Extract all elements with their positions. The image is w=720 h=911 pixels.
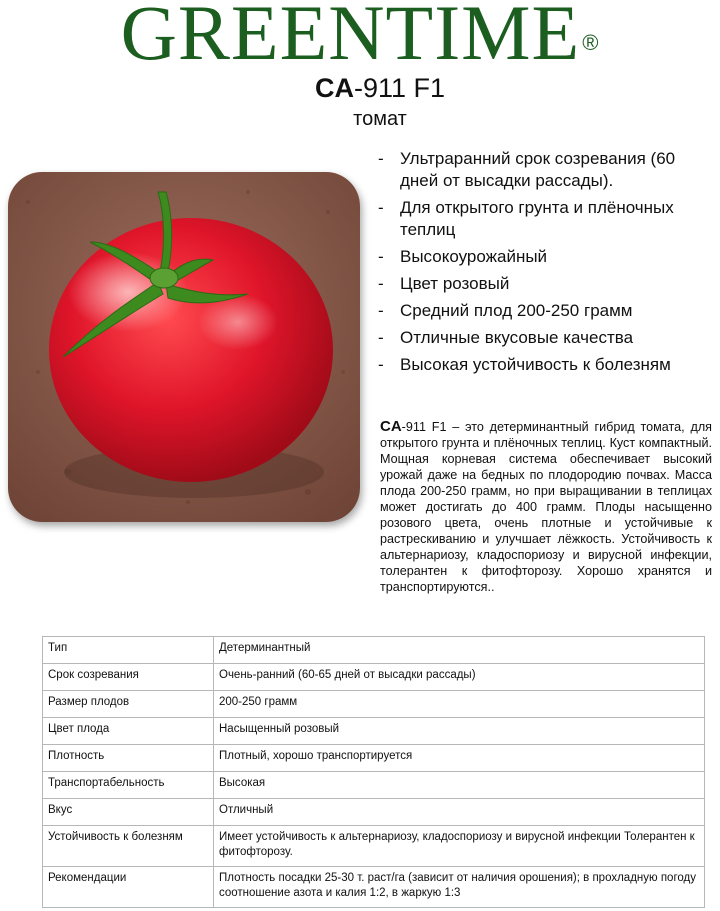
spec-key: Тип — [43, 637, 214, 664]
table-row — [43, 718, 705, 745]
spec-value: Отличный — [214, 799, 705, 826]
product-model: -911 F1 — [353, 73, 446, 103]
spec-value: Насыщенный розовый — [214, 718, 705, 745]
specs-table — [42, 636, 705, 908]
tomato-photo — [8, 172, 360, 522]
table-row — [43, 691, 705, 718]
bullet-dash: - — [378, 198, 384, 217]
product-crop: томат — [353, 108, 407, 130]
spec-key: Плотность — [43, 745, 214, 772]
feature-item: - Средний плод 200-250 грамм — [378, 301, 633, 320]
description-lead: CA — [380, 417, 402, 435]
table-row — [43, 745, 705, 772]
bullet-dash: - — [378, 274, 384, 293]
table-row — [43, 637, 705, 664]
spec-value: Очень-ранний (60-65 дней от высадки рассады) — [214, 664, 705, 691]
spec-key: Цвет плода — [43, 718, 214, 745]
bullet-dash: - — [378, 149, 384, 168]
spec-value: 200-250 грамм — [214, 691, 705, 718]
spec-key: Устойчивость к болезням — [43, 826, 214, 867]
table-row — [43, 799, 705, 826]
bullet-dash: - — [378, 355, 384, 374]
bullet-dash: - — [378, 328, 384, 347]
feature-item: - Для открытого грунта и плёночных теплиц — [378, 198, 674, 239]
feature-item: - Цвет розовый — [378, 274, 510, 293]
registered-mark: ® — [582, 30, 600, 55]
table-row — [43, 826, 705, 867]
product-title — [0, 72, 720, 104]
table-row — [43, 772, 705, 799]
table-row — [43, 867, 705, 908]
brand-logo — [0, 0, 720, 78]
product-description — [380, 419, 712, 595]
spec-key: Срок созревания — [43, 664, 214, 691]
feature-item: - Ультраранний срок созревания (60 дней от высадки рассады). — [378, 149, 676, 190]
spec-value: Имеет устойчивость к альтернариозу, кладоспориозу и вирусной инфекции Толерантен к фитофторозу. — [214, 826, 705, 867]
brand-name: GREENTIME — [120, 0, 581, 76]
product-code: CA — [314, 73, 354, 103]
spec-value: Плотный, хорошо транспортируется — [214, 745, 705, 772]
spec-key: Размер плодов — [43, 691, 214, 718]
spec-key: Рекомендации — [43, 867, 214, 908]
feature-list — [378, 148, 714, 381]
spec-value: Детерминантный — [214, 637, 705, 664]
table-row — [43, 664, 705, 691]
spec-key: Вкус — [43, 799, 214, 826]
spec-value: Плотность посадки 25-30 т. раст/га (зависит от наличия орошения); в прохладную погоду соотношение азота и калия 1:2, в жаркую 1:3 — [214, 867, 705, 908]
bullet-dash: - — [378, 301, 384, 320]
description-text: -911 F1 – это детерминантный гибрид томата, для открытого грунта и плёночных теплиц. Куст компактный. Мощная корневая система обеспечивает высокий урожай даже на бедных по плодородию почвах. Масса плода 200-250 грамм, но при выращивании в теплицах может достигать до 400 грамм. Плоды насыщенно розового цвета, очень плотные и устойчивые к растрескиванию и улучшает лёжкость. Устойчивость к альтернариозу, кладоспориозу и вирусной инфекции, толерантен к фитофторозу. Хорошо хранятся и транспортируются.. — [380, 419, 712, 594]
feature-item: - Отличные вкусовые качества — [378, 328, 634, 347]
feature-item: - Высокоурожайный — [378, 247, 548, 266]
feature-item: - Высокая устойчивость к болезням — [378, 355, 671, 374]
bullet-dash: - — [378, 247, 384, 266]
spec-value: Высокая — [214, 772, 705, 799]
spec-key: Транспортабельность — [43, 772, 214, 799]
